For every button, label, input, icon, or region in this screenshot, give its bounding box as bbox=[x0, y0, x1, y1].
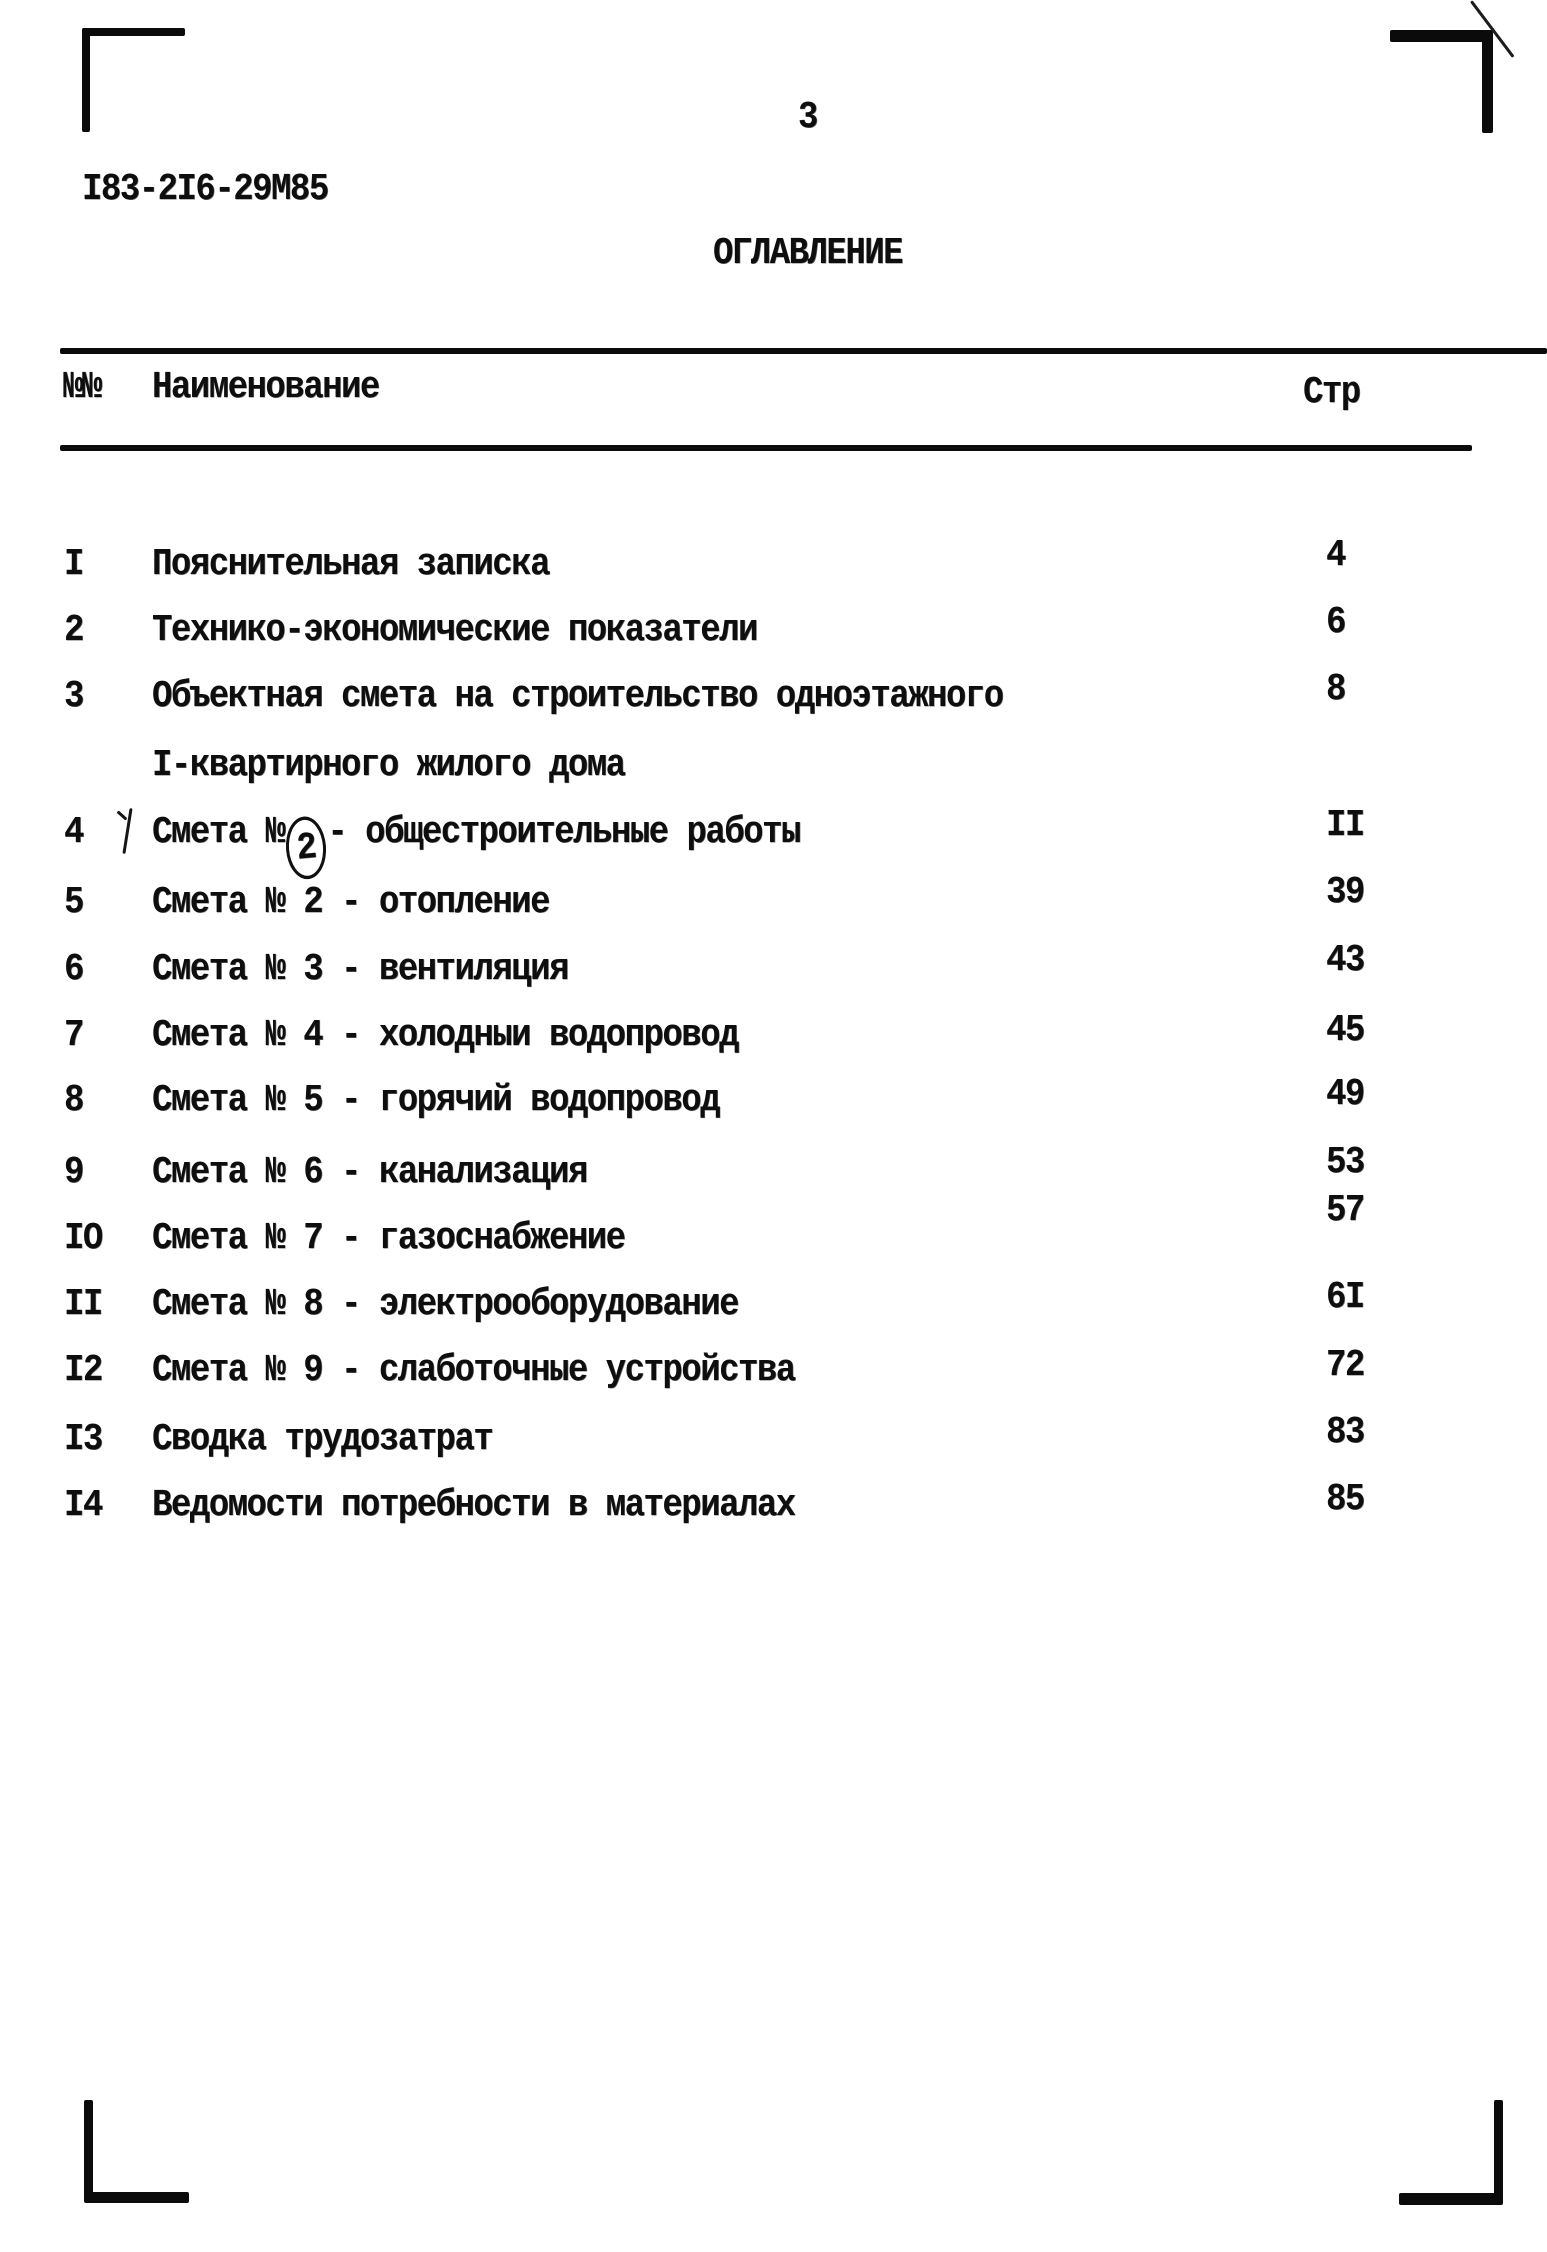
crop-mark-bottom-right-horizontal bbox=[1399, 2193, 1503, 2205]
toc-row-number: I3 bbox=[64, 1419, 102, 1462]
toc-row-page: 57 bbox=[1326, 1190, 1364, 1233]
table-header-rule-bottom bbox=[60, 445, 1472, 451]
toc-row-title-pre: Смета № bbox=[152, 812, 285, 855]
toc-row-title: Смета № 4 - холодныи водопровод bbox=[152, 1015, 739, 1058]
toc-row-title: Смета № 6 - канализация bbox=[152, 1152, 587, 1195]
toc-row-number: 8 bbox=[64, 1080, 83, 1123]
crop-mark-top-left-horizontal bbox=[82, 28, 185, 36]
toc-row-title: Объектная смета на строительство одноэтажного bbox=[152, 676, 1003, 719]
toc-row-page: 39 bbox=[1326, 872, 1364, 915]
toc-row-number: 7 bbox=[64, 1015, 83, 1058]
toc-row-title: Смета № 7 - газоснабжение bbox=[152, 1218, 625, 1261]
toc-row-page: 72 bbox=[1326, 1345, 1364, 1388]
toc-row-number: 3 bbox=[64, 676, 83, 719]
toc-row-page: 53 bbox=[1326, 1142, 1364, 1185]
toc-row-title: Смета № 3 - вентиляция bbox=[152, 949, 568, 992]
page-number: 3 bbox=[798, 97, 817, 140]
toc-row-number: 6 bbox=[64, 949, 83, 992]
doc-code: I83-2I6-29М85 bbox=[82, 169, 328, 212]
table-header-rule-top bbox=[60, 348, 1547, 354]
circled-number: 2 bbox=[284, 815, 329, 881]
crop-mark-bottom-right-vertical bbox=[1494, 2100, 1503, 2200]
toc-row-continuation: I-квартирного жилого дома bbox=[152, 745, 625, 788]
toc-row-number: IO bbox=[64, 1218, 102, 1261]
toc-row-title: Смета № 9 - слаботочные устройства bbox=[152, 1350, 795, 1393]
column-header-num: №№ bbox=[63, 367, 101, 410]
toc-row-page: 83 bbox=[1326, 1412, 1364, 1455]
toc-row-title: Смета № 2 - отопление bbox=[152, 882, 549, 925]
toc-row-title-post: - общестроительные работы bbox=[327, 812, 800, 855]
toc-row-page: 4 bbox=[1326, 535, 1345, 578]
toc-row-number: 9 bbox=[64, 1152, 83, 1195]
handwritten-mark-hook bbox=[117, 810, 128, 820]
toc-row-number: II bbox=[64, 1284, 102, 1327]
toc-row-number: I bbox=[64, 544, 83, 587]
toc-row-page: 45 bbox=[1326, 1010, 1364, 1053]
toc-row-title: Пояснительная записка bbox=[152, 544, 549, 587]
crop-mark-bottom-left-vertical bbox=[84, 2100, 93, 2200]
column-header-name: Наименование bbox=[152, 367, 379, 410]
column-header-page: Стр bbox=[1303, 372, 1360, 415]
toc-row-title: Смета № 8 - электрооборудование bbox=[152, 1284, 739, 1327]
toc-row-page: 8 bbox=[1326, 669, 1345, 712]
toc-row-number: I4 bbox=[64, 1485, 102, 1528]
toc-row-page: 43 bbox=[1326, 940, 1364, 983]
toc-row-page: 6I bbox=[1326, 1277, 1364, 1320]
toc-row-number: 4 bbox=[64, 812, 83, 855]
crop-mark-top-right-vertical bbox=[1482, 30, 1493, 133]
toc-row-page: 49 bbox=[1326, 1074, 1364, 1117]
toc-row-title: Ведомости потребности в материалах bbox=[152, 1485, 795, 1528]
toc-row-title: Сводка трудозатрат bbox=[152, 1419, 493, 1462]
crop-mark-bottom-left-horizontal bbox=[84, 2192, 189, 2203]
document-title: ОГЛАВЛЕНИЕ bbox=[713, 233, 903, 276]
toc-row-number: 5 bbox=[64, 882, 83, 925]
crop-mark-top-left-vertical bbox=[82, 28, 90, 132]
toc-row-page: 6 bbox=[1326, 602, 1345, 645]
toc-row-number: 2 bbox=[64, 610, 83, 653]
toc-row-title: Смета № 5 - горячий водопровод bbox=[152, 1080, 720, 1123]
toc-row-page: II bbox=[1326, 805, 1364, 848]
crop-mark-top-right-horizontal bbox=[1390, 30, 1493, 42]
toc-row-number: I2 bbox=[64, 1350, 102, 1393]
toc-row-page: 85 bbox=[1326, 1479, 1364, 1522]
toc-row-title bbox=[152, 812, 800, 879]
toc-row-title: Технико-экономические показатели bbox=[152, 610, 757, 653]
